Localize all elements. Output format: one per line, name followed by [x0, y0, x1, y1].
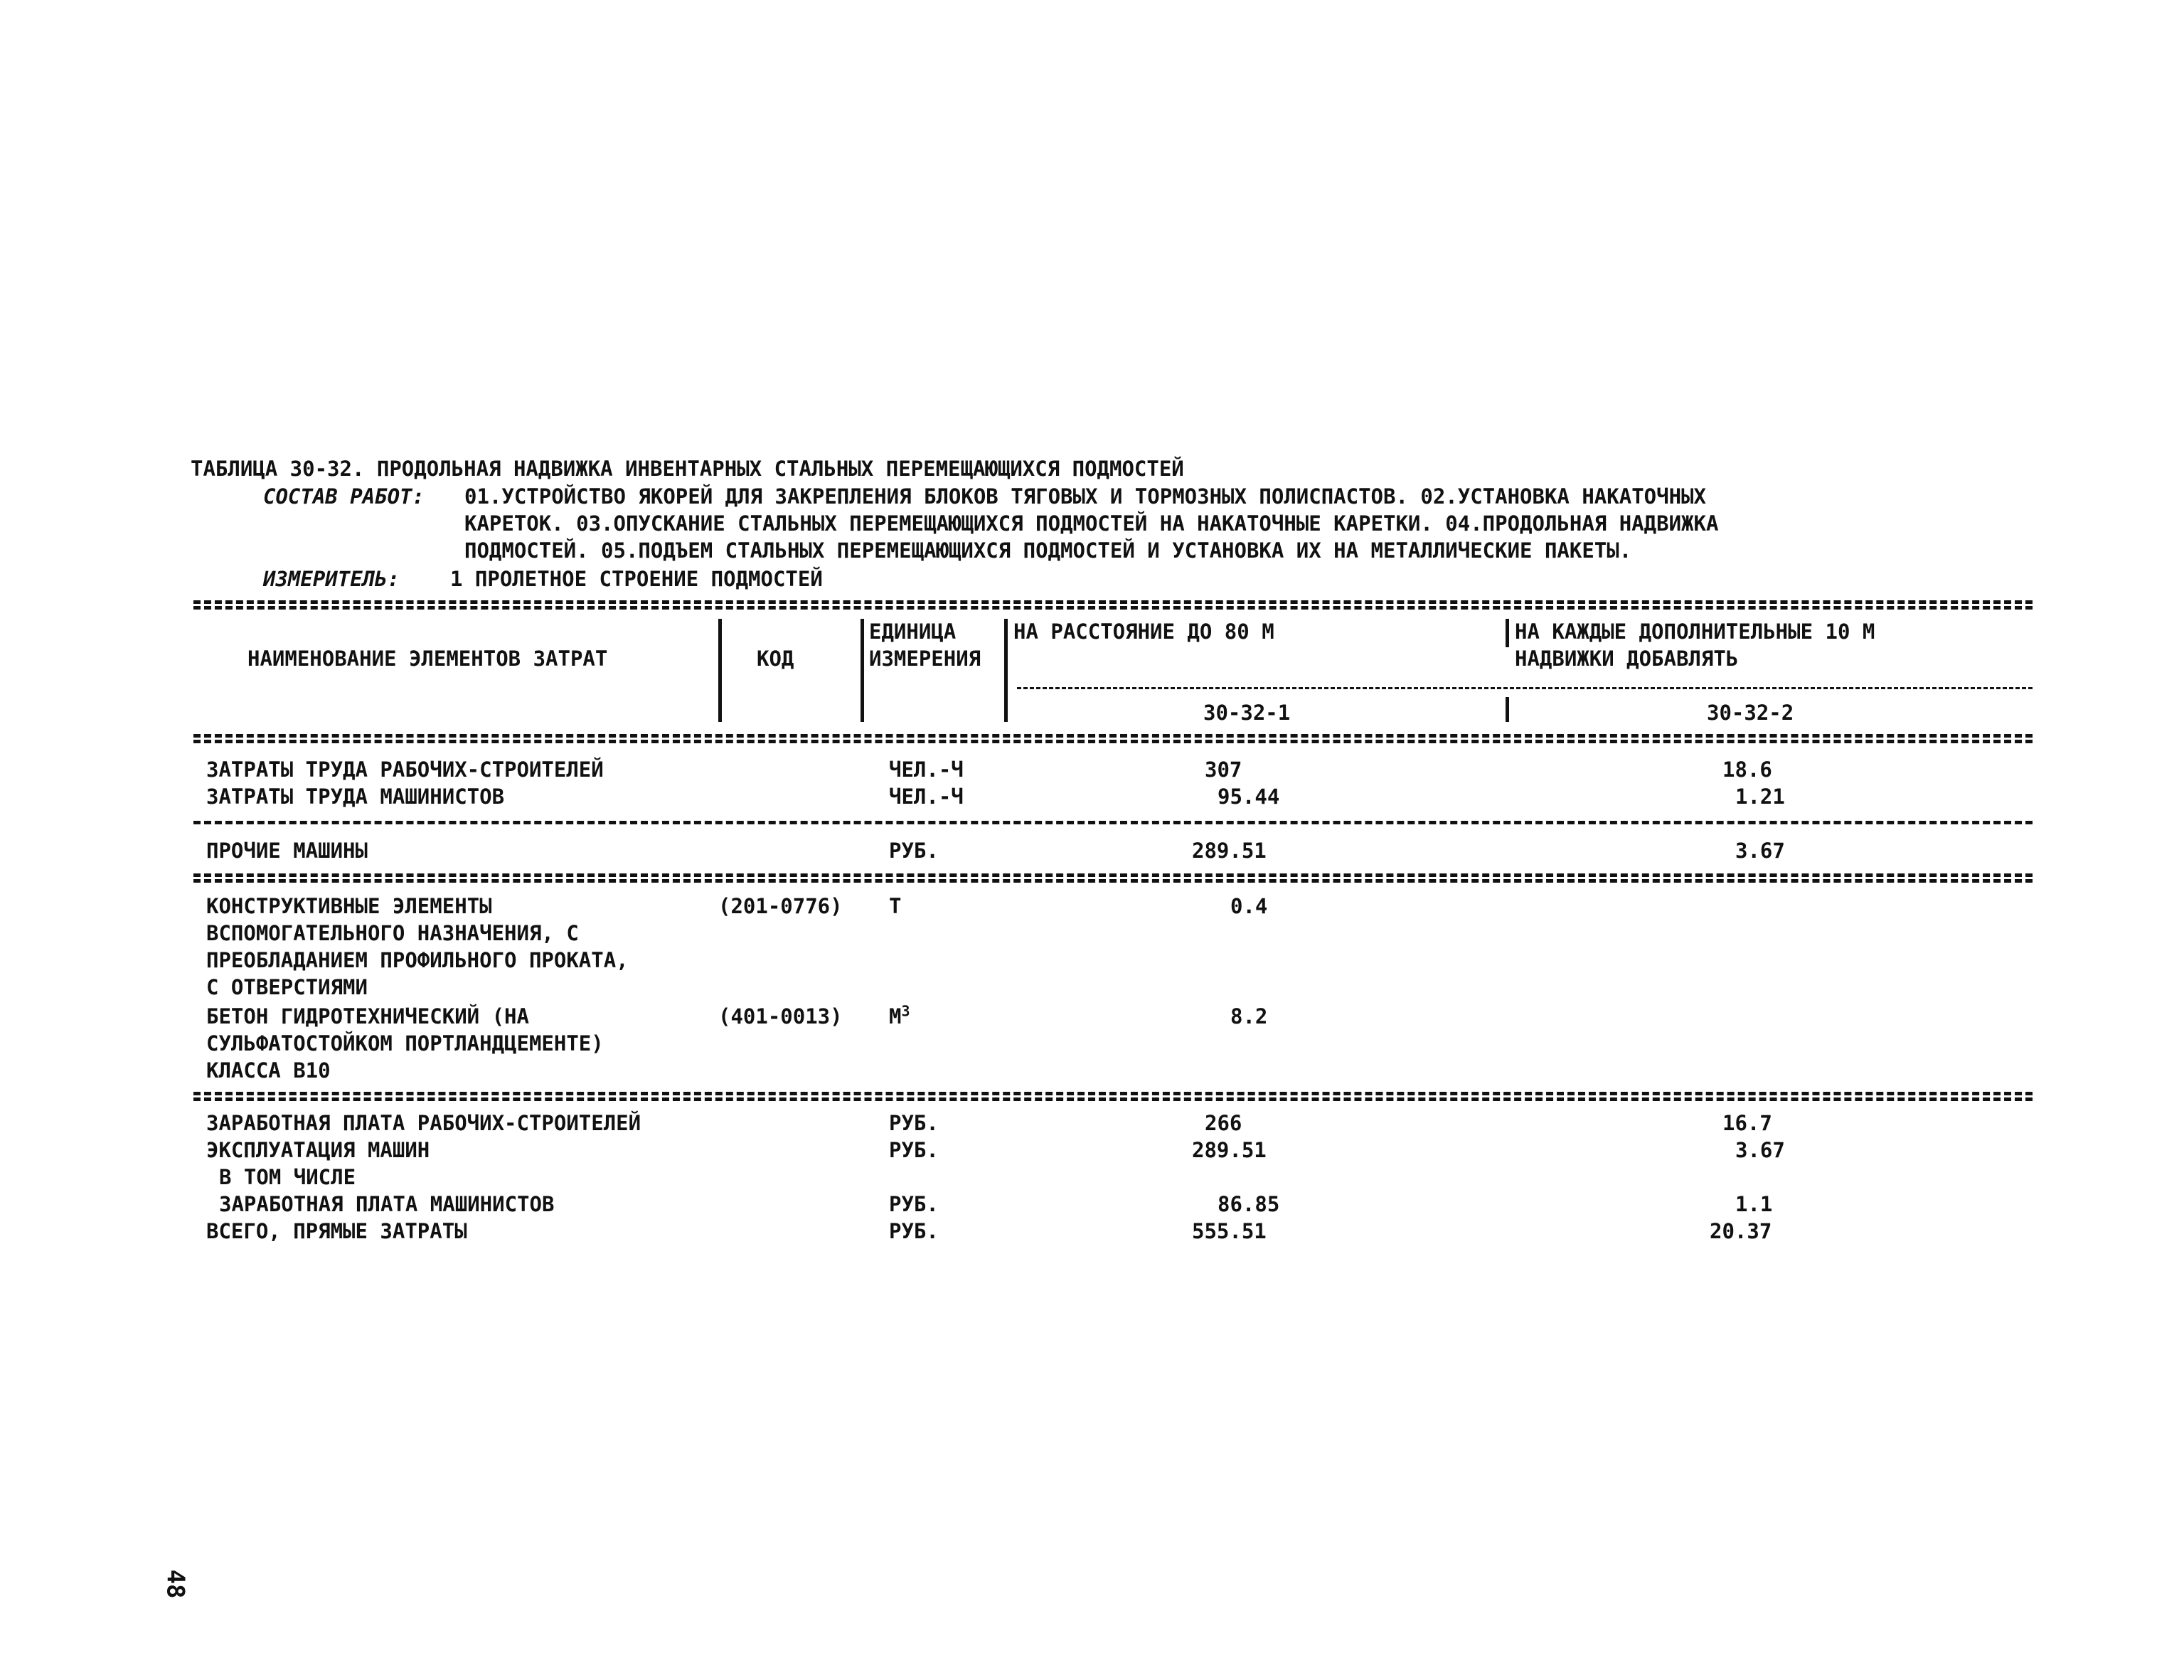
labor-row-value-2: 18.6: [1722, 757, 1772, 782]
header-unit-line2: ИЗМЕРЕНИЯ: [869, 647, 981, 671]
material-name-line: СУЛЬФАТОСТОЙКОМ ПОРТЛАНДЦЕМЕНТЕ): [206, 1031, 604, 1056]
summary-row-value-2: 20.37: [1710, 1219, 1772, 1243]
material-name-line: БЕТОН ГИДРОТЕХНИЧЕСКИЙ (НА: [206, 1004, 529, 1028]
work-line-2: КАРЕТОК. 03.ОПУСКАНИЕ СТАЛЬНЫХ ПЕРЕМЕЩАЮЩИХСЯ ПОДМОСТЕЙ НА НАКАТОЧНЫЕ КАРЕТКИ. 04.ПРОДОЛЬНАЯ НАДВИЖКА: [464, 511, 1719, 536]
section-rule: [193, 873, 2033, 877]
header-sub-rule: [1017, 687, 2033, 689]
summary-row-unit: РУБ.: [889, 1111, 939, 1135]
header-col2-title: НА КАЖДЫЕ ДОПОЛНИТЕЛЬНЫЕ 10 М: [1515, 620, 1875, 644]
summary-row-name: ВСЕГО, ПРЯМЫЕ ЗАТРАТЫ: [206, 1219, 467, 1243]
section-rule: [193, 1092, 2033, 1095]
header-divider: [1004, 619, 1008, 722]
machines-row-value-2: 3.67: [1735, 839, 1785, 863]
summary-row-value-1: 86.85: [1218, 1192, 1280, 1216]
summary-row-unit: РУБ.: [889, 1219, 939, 1243]
machines-row-name: ПРОЧИЕ МАШИНЫ: [206, 839, 368, 863]
header-col2-code: 30-32-2: [1707, 701, 1794, 725]
table-title: ТАБЛИЦА 30-32. ПРОДОЛЬНАЯ НАДВИЖКА ИНВЕНТАРНЫХ СТАЛЬНЫХ ПЕРЕМЕЩАЮЩИХСЯ ПОДМОСТЕЙ: [191, 457, 1184, 481]
summary-row-value-2: 3.67: [1735, 1138, 1785, 1162]
material-name-line: КЛАССА В10: [206, 1058, 331, 1083]
section-rule-2: [193, 879, 2033, 883]
material-unit-exponent: 3: [901, 1002, 910, 1020]
labor-row-value-1: 95.44: [1218, 785, 1280, 809]
page-number: 48: [161, 1569, 190, 1599]
labor-row-unit: ЧЕЛ.-Ч: [889, 757, 964, 782]
meter-value: 1 ПРОЛЕТНОЕ СТРОЕНИЕ ПОДМОСТЕЙ: [450, 567, 823, 591]
material-code: (401-0013): [718, 1004, 843, 1028]
labor-row-name: ЗАТРАТЫ ТРУДА МАШИНИСТОВ: [206, 785, 505, 809]
summary-row-name: В ТОМ ЧИСЛЕ: [219, 1165, 356, 1189]
material-value-1: 0.4: [1230, 894, 1268, 918]
material-name-line: С ОТВЕРСТИЯМИ: [206, 975, 368, 999]
header-divider: [1506, 697, 1509, 722]
labor-row-value-2: 1.21: [1735, 785, 1785, 809]
summary-row-name: ЗАРАБОТНАЯ ПЛАТА МАШИНИСТОВ: [219, 1192, 555, 1216]
summary-row-name: ЭКСПЛУАТАЦИЯ МАШИН: [206, 1138, 430, 1162]
header-unit-line1: ЕДИНИЦА: [869, 620, 957, 644]
header-col1-code: 30-32-1: [1203, 701, 1291, 725]
material-unit: Т: [889, 894, 902, 918]
summary-row-value-1: 289.51: [1192, 1138, 1267, 1162]
work-line-3: ПОДМОСТЕЙ. 05.ПОДЪЕМ СТАЛЬНЫХ ПЕРЕМЕЩАЮЩИХСЯ ПОДМОСТЕЙ И УСТАНОВКА ИХ НА МЕТАЛЛИЧЕСКИЕ ПАКЕТЫ.: [464, 538, 1632, 563]
header-divider: [1506, 619, 1509, 647]
header-bottom-rule: [193, 734, 2033, 738]
header-bottom-rule-2: [193, 740, 2033, 743]
summary-row-name: ЗАРАБОТНАЯ ПЛАТА РАБОЧИХ-СТРОИТЕЛЕЙ: [206, 1111, 641, 1135]
header-name: НАИМЕНОВАНИЕ ЭЛЕМЕНТОВ ЗАТРАТ: [247, 647, 608, 671]
header-divider: [718, 619, 722, 722]
header-top-rule-2: [193, 606, 2033, 610]
machines-row-unit: РУБ.: [889, 839, 939, 863]
summary-row-unit: РУБ.: [889, 1138, 939, 1162]
summary-row-unit: РУБ.: [889, 1192, 939, 1216]
section-rule: [193, 821, 2033, 824]
header-top-rule: [193, 600, 2033, 604]
material-code: (201-0776): [718, 894, 843, 918]
material-name-line: ПРЕОБЛАДАНИЕМ ПРОФИЛЬНОГО ПРОКАТА,: [206, 948, 629, 972]
section-rule-2: [193, 1097, 2033, 1101]
work-composition-label: СОСТАВ РАБОТ:: [263, 484, 425, 509]
material-name-line: КОНСТРУКТИВНЫЕ ЭЛЕМЕНТЫ: [206, 894, 492, 918]
material-name-line: ВСПОМОГАТЕЛЬНОГО НАЗНАЧЕНИЯ, С: [206, 921, 579, 945]
header-col2-title-2: НАДВИЖКИ ДОБАВЛЯТЬ: [1515, 647, 1739, 671]
meter-label: ИЗМЕРИТЕЛЬ:: [263, 567, 400, 591]
header-divider: [861, 619, 864, 722]
summary-row-value-1: 266: [1205, 1111, 1242, 1135]
header-col1-title: НА РАССТОЯНИЕ ДО 80 М: [1013, 620, 1274, 644]
summary-row-value-2: 1.1: [1735, 1192, 1773, 1216]
machines-row-value-1: 289.51: [1192, 839, 1267, 863]
work-line-1: 01.УСТРОЙСТВО ЯКОРЕЙ ДЛЯ ЗАКРЕПЛЕНИЯ БЛОКОВ ТЯГОВЫХ И ТОРМОЗНЫХ ПОЛИСПАСТОВ. 02.УСТАНОВКА НАКАТОЧНЫХ: [464, 484, 1706, 509]
material-unit: [889, 1003, 910, 1030]
header-code: КОД: [757, 647, 794, 671]
labor-row-unit: ЧЕЛ.-Ч: [889, 785, 964, 809]
material-value-1: 8.2: [1230, 1004, 1268, 1028]
labor-row-value-1: 307: [1205, 757, 1242, 782]
summary-row-value-2: 16.7: [1722, 1111, 1772, 1135]
summary-row-value-1: 555.51: [1192, 1219, 1267, 1243]
labor-row-name: ЗАТРАТЫ ТРУДА РАБОЧИХ-СТРОИТЕЛЕЙ: [206, 757, 604, 782]
material-unit-base: М: [889, 1004, 902, 1028]
